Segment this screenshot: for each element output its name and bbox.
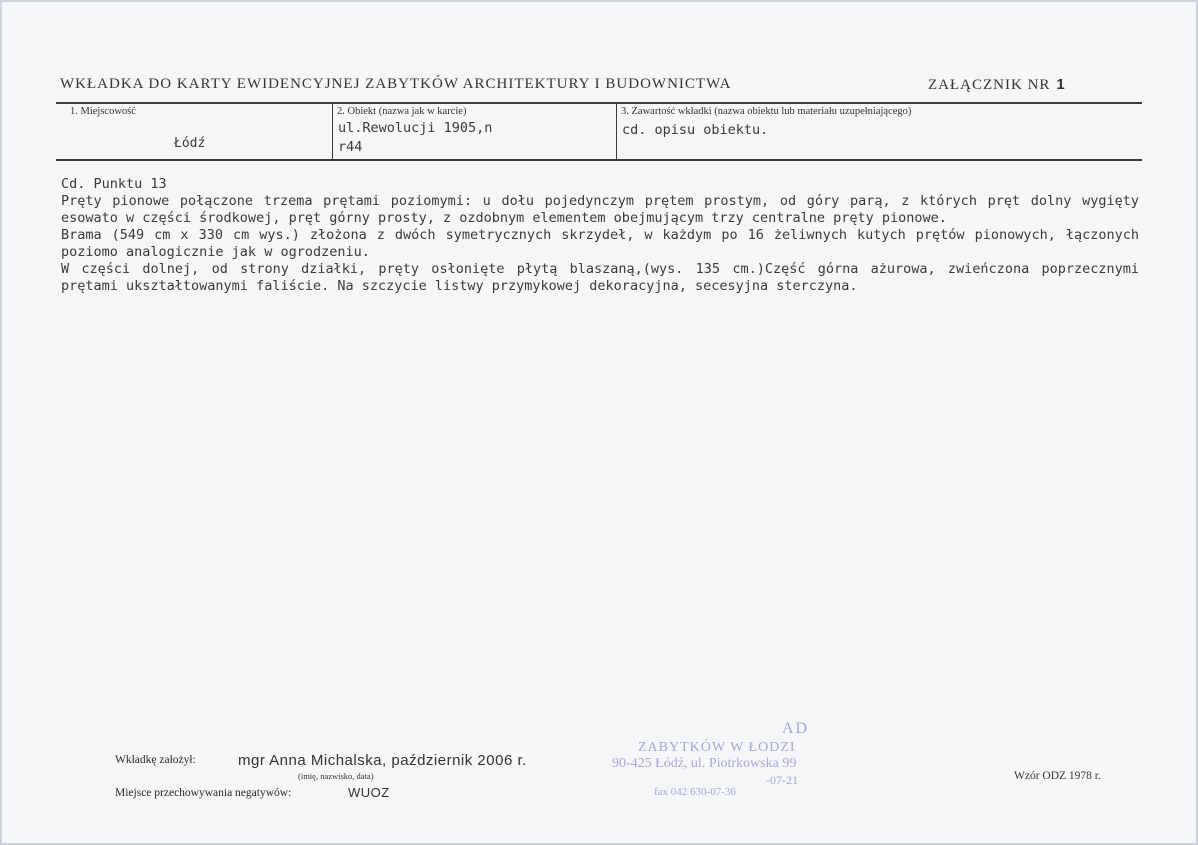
attachment-number-value: 1: [1056, 76, 1066, 93]
field-content-value: cd. opisu obiektu.: [622, 122, 769, 138]
field-content-label: 3. Zawartość wkładki (nazwa obiektu lub materiału uzupełniającego): [621, 106, 912, 117]
description-paragraph-3: W części dolnej, od strony działki, pręty osłonięte płytą blaszaną,(wys. 135 cm.)Część górna ażurowa, zwieńczona poprzecznymi prętami ukształtowanymi faliście. Na szczycie listwy przymykowej dekoracyjna, secesyjna sterczyna.: [61, 261, 1139, 294]
field-location-label: 1. Miejscowość: [70, 106, 136, 117]
description-body: [61, 176, 1139, 295]
stamp-line-5: fax 042 630-07-36: [654, 786, 736, 798]
field-object-value: [338, 119, 492, 157]
stamp-line-2: ZABYTKÓW W ŁODZI: [638, 740, 796, 755]
stamp-line-4: -07-21: [766, 773, 798, 787]
stamp-line-3: 90-425 Łódź, ul. Piotrkowska 99: [612, 756, 797, 771]
office-stamp: [606, 720, 846, 800]
attachment-number: [928, 76, 1066, 94]
author-value: mgr Anna Michalska, październik 2006 r.: [238, 752, 527, 769]
attachment-label: ZAŁĄCZNIK NR: [928, 77, 1051, 93]
field-location: [56, 104, 333, 159]
field-location-value: Łódź: [174, 136, 206, 151]
storage-label: Miejsce przechowywania negatywów:: [115, 787, 292, 799]
document-title: WKŁADKA DO KARTY EWIDENCYJNEJ ZABYTKÓW ARCHITEKTURY I BUDOWNICTWA: [60, 76, 732, 92]
author-hint: (imię, nazwisko, data): [298, 771, 374, 781]
stamp-line-1: AD: [782, 720, 810, 737]
description-heading: Cd. Punktu 13: [61, 176, 167, 192]
form-note: Wzór ODZ 1978 r.: [1014, 770, 1101, 782]
field-object-label: 2. Obiekt (nazwa jak w karcie): [337, 106, 467, 117]
field-content: [617, 104, 1142, 159]
fields-table: [56, 102, 1142, 161]
description-paragraph-1: Pręty pionowe połączone trzema prętami poziomymi: u dołu pojedynczym prętem prostym, od góry parą, z których pręt dolny wygięty esowato w części środkowej, pręt górny prosty, z ozdobnym elementem obejmującym trzy centralne pręty pionowe.: [61, 193, 1139, 226]
description-paragraph-2: Brama (549 cm x 330 cm wys.) złożona z dwóch symetrycznych skrzydeł, w każdym po 16 żeliwnych kutych prętów pionowych, łączonych poziomo analogicznie jak w ogrodzeniu.: [61, 227, 1139, 260]
field-object-value-line2: r44: [338, 139, 363, 155]
author-label: Wkładkę założył:: [115, 754, 196, 766]
field-object-value-line1: ul.Rewolucji 1905,n: [338, 120, 493, 136]
field-object: [333, 104, 617, 159]
storage-value: WUOZ: [348, 785, 390, 800]
